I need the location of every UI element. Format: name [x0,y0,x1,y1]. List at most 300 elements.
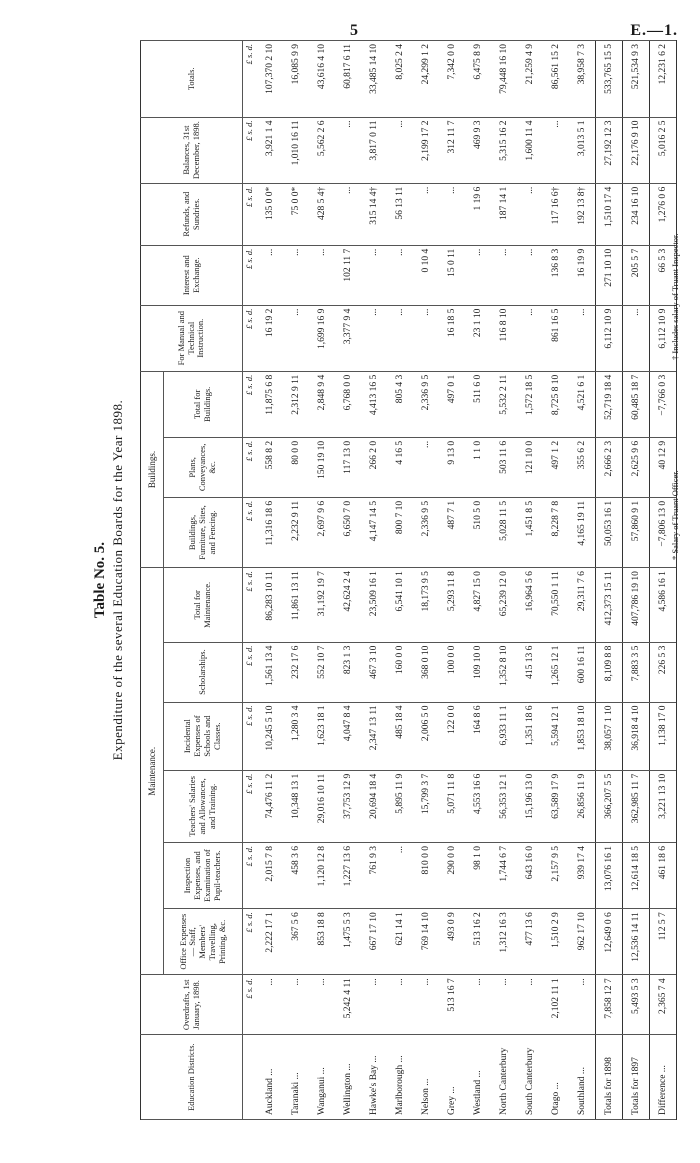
table-cell: ... [465,245,491,305]
table-cell: 2,199 17 2 [413,117,439,183]
unit-cell: £ s. d. [243,305,258,371]
table-cell: −7,766 0 3 [650,371,677,437]
table-row [650,41,677,1120]
table-cell: ... [517,975,543,1035]
table-cell: 40 12 9 [650,437,677,497]
table-cell: 497 1 2 [543,437,569,497]
table-cell: 533,765 15 5 [596,41,623,118]
table-cell: 75 0 0* [283,183,309,245]
table-cell: 1 1 0 [465,437,491,497]
table-cell: 23,509 16 1 [361,568,387,642]
table-cell: 493 0 9 [439,909,465,975]
table-row [283,41,309,1120]
district-name: North Canterbury [491,1035,517,1120]
table-cell: 63,589 17 9 [543,770,569,842]
table-cell: 52,719 18 4 [596,371,623,437]
table-cell: 6,768 0 0 [335,371,361,437]
district-name: Difference ... [650,1035,677,1120]
table-cell: ... [309,245,335,305]
table-cell: ... [623,305,650,371]
table-cell: 56 13 11 [387,183,413,245]
table-cell: 20,694 18 4 [361,770,387,842]
group-buildings: Buildings. [141,371,164,567]
table-cell: 33,485 14 10 [361,41,387,118]
table-cell: 13,076 16 1 [596,843,623,909]
district-name: Taranaki ... [283,1035,309,1120]
district-name: Wellington ... [335,1035,361,1120]
table-cell: 3,221 13 10 [650,770,677,842]
table-cell: 1,600 11 4 [517,117,543,183]
table-cell: 109 10 0 [465,642,491,702]
table-cell: 1,572 18 5 [517,371,543,437]
table-cell: 86,561 15 2 [543,41,569,118]
table-cell: 1,699 16 9 [309,305,335,371]
district-name: Westland ... [465,1035,491,1120]
table-cell: 3,013 5 1 [569,117,596,183]
table-cell: 0 10 4 [413,245,439,305]
table-cell: 8,228 7 8 [543,497,569,567]
table-cell: 6,650 7 0 [335,497,361,567]
table-cell: ... [257,975,283,1035]
table-cell: 7,342 0 0 [439,41,465,118]
district-name: Otago ... [543,1035,569,1120]
table-cell: 805 4 3 [387,371,413,437]
table-cell: 667 17 10 [361,909,387,975]
table-cell: 558 8 2 [257,437,283,497]
table-cell: 164 8 6 [465,702,491,770]
table-cell: 1,138 17 0 [650,702,677,770]
table-cell: 2,006 5 0 [413,702,439,770]
table-cell: 469 9 3 [465,117,491,183]
header-total-maintenance: Total for Maintenance. [164,568,243,642]
table-cell: 5,315 16 2 [491,117,517,183]
table-cell: 21,259 4 9 [517,41,543,118]
table-cell: 290 0 0 [439,843,465,909]
table-cell: 5,071 11 8 [439,770,465,842]
table-cell: 3,377 9 4 [335,305,361,371]
table-cell: 2,697 9 6 [309,497,335,567]
table-cell: 1,010 16 11 [283,117,309,183]
table-subtitle: Expenditure of the several Education Boards for the Year 1898. [110,399,125,761]
table-cell: 1,853 18 10 [569,702,596,770]
table-cell: 1 19 6 [465,183,491,245]
table-cell: 27,192 12 3 [596,117,623,183]
header-teachers: Teachers' Salaries and Allowances, and Training. [164,770,243,842]
table-cell: 800 7 10 [387,497,413,567]
table-cell: 15,196 13 0 [517,770,543,842]
table-cell: 366,207 5 5 [596,770,623,842]
header-district: Education Districts. [141,1035,243,1120]
header-total-buildings: Total for Buildings. [164,371,243,437]
table-cell: 5,594 12 1 [543,702,569,770]
table-cell: 4,165 19 11 [569,497,596,567]
table-cell: ... [569,305,596,371]
table-cell: 2,848 9 4 [309,371,335,437]
header-buildings-furniture: Buildings, Furniture, Sites, and Fencing. [164,497,243,567]
header-balances: Balances, 31st December, 1898. [141,117,243,183]
table-cell: 16,964 5 6 [517,568,543,642]
table-cell: 57,860 9 1 [623,497,650,567]
table-row [387,41,413,1120]
table-cell: 29,016 10 11 [309,770,335,842]
table-cell: 116 8 10 [491,305,517,371]
unit-cell: £ s. d. [243,642,258,702]
table-cell: ... [361,245,387,305]
table-cell: 135 0 0* [257,183,283,245]
table-cell: 107,370 2 10 [257,41,283,118]
header-incidental: Incidental Expenses of Schools and Classes. [164,702,243,770]
table-cell: 367 5 6 [283,909,309,975]
table-cell: 497 0 1 [439,371,465,437]
table-row [491,41,517,1120]
table-cell: 7,883 3 5 [623,642,650,702]
district-name: Wanganui ... [309,1035,335,1120]
table-cell: 42,624 2 4 [335,568,361,642]
table-cell: 4,047 8 4 [335,702,361,770]
table-cell: 1,623 18 1 [309,702,335,770]
table-cell: ... [387,843,413,909]
table-cell: 22,176 9 10 [623,117,650,183]
table-cell: 368 0 10 [413,642,439,702]
table-cell: 1,510 2 9 [543,909,569,975]
table-cell: 1,744 6 7 [491,843,517,909]
table-cell: ... [387,975,413,1035]
table-cell: 1,561 13 4 [257,642,283,702]
table-cell: 136 8 3 [543,245,569,305]
table-cell: 187 14 1 [491,183,517,245]
page-number: 5 [350,22,358,39]
header-inspection: Inspection Expenses, and Examination of Pupil-teachers. [164,843,243,909]
table-cell: 56,353 12 1 [491,770,517,842]
table-cell: 38,958 7 3 [569,41,596,118]
district-name: Marlborough ... [387,1035,413,1120]
table-cell: 16 18 5 [439,305,465,371]
table-cell: 5,493 5 3 [623,975,650,1035]
table-cell: ... [361,975,387,1035]
table-cell: 26,856 11 9 [569,770,596,842]
unit-cell: £ s. d. [243,568,258,642]
table-cell: 5,293 11 8 [439,568,465,642]
table-cell: 12,536 14 11 [623,909,650,975]
table-cell: 121 10 0 [517,437,543,497]
table-row [517,41,543,1120]
table-cell: 412,373 15 11 [596,568,623,642]
table-cell: 1,265 12 1 [543,642,569,702]
table-row [309,41,335,1120]
table-cell: 2,625 9 6 [623,437,650,497]
table-cell: 234 16 10 [623,183,650,245]
table-row [465,41,491,1120]
footnote-truant-inspector: † Includes salary of Truant Inspector. [670,233,680,360]
unit-cell: £ s. d. [243,702,258,770]
table-cell: 18,173 9 5 [413,568,439,642]
table-cell: 1,280 3 4 [283,702,309,770]
district-name: South Canterbury [517,1035,543,1120]
table-cell: 3,921 1 4 [257,117,283,183]
table-cell: 2,336 9 5 [413,371,439,437]
table-cell: 205 5 7 [623,245,650,305]
units-blank [243,1035,258,1120]
table-row [569,41,596,1120]
table-cell: ... [491,245,517,305]
table-cell: 461 18 6 [650,843,677,909]
unit-cell: £ s. d. [243,245,258,305]
table-cell: 70,550 1 11 [543,568,569,642]
table-cell: 810 0 0 [413,843,439,909]
table-cell: 513 16 7 [439,975,465,1035]
table-cell: 853 18 8 [309,909,335,975]
table-cell: 1,351 18 6 [517,702,543,770]
header-overdrafts: Overdrafts, 1st January, 1898. [141,975,243,1035]
table-cell: 1,475 5 3 [335,909,361,975]
table-row [596,41,623,1120]
table-cell: ... [283,305,309,371]
district-name: Totals for 1897 [623,1035,650,1120]
table-cell: 36,918 4 10 [623,702,650,770]
table-cell: 65,239 12 0 [491,568,517,642]
table-cell: 16,085 9 9 [283,41,309,118]
table-cell: 552 10 7 [309,642,335,702]
table-cell: 5,028 11 5 [491,497,517,567]
table-cell: 6,475 8 9 [465,41,491,118]
group-maintenance: Maintenance. [141,568,164,975]
table-cell: 621 14 1 [387,909,413,975]
unit-cell: £ s. d. [243,909,258,975]
table-cell: 11,875 6 8 [257,371,283,437]
table-cell: 16 19 2 [257,305,283,371]
table-cell: 11,316 18 6 [257,497,283,567]
header-office: Office Expenses— Staff, Members' Travelling, Printing, &c. [164,909,243,975]
table-cell: 160 0 0 [387,642,413,702]
table-cell: 10,245 5 10 [257,702,283,770]
table-cell: 2,666 2 3 [596,437,623,497]
unit-cell: £ s. d. [243,41,258,118]
table-cell: 6,112 10 9 [596,305,623,371]
table-cell: 428 5 4† [309,183,335,245]
unit-cell: £ s. d. [243,117,258,183]
table-cell: ... [517,245,543,305]
footnote-truant-officer: * Salary of Truant Officer. [670,470,680,560]
table-cell: ... [361,305,387,371]
table-cell: 312 11 7 [439,117,465,183]
table-cell: ... [335,117,361,183]
table-cell: 6,541 10 1 [387,568,413,642]
table-cell: 4,521 6 1 [569,371,596,437]
district-name: Auckland ... [257,1035,283,1120]
page-code: E.—1. [630,22,678,39]
table-row [543,41,569,1120]
unit-cell: £ s. d. [243,497,258,567]
table-cell: 362,985 11 7 [623,770,650,842]
unit-cell: £ s. d. [243,183,258,245]
table-cell: 11,861 13 11 [283,568,309,642]
table-cell: 5,895 11 9 [387,770,413,842]
table-cell: ... [413,437,439,497]
table-cell: 511 6 0 [465,371,491,437]
table-cell: 80 0 0 [283,437,309,497]
table-cell: 100 0 0 [439,642,465,702]
table-cell: 823 1 3 [335,642,361,702]
table-cell: ... [283,245,309,305]
table-cell: 1,276 0 6 [650,183,677,245]
table-cell: 503 11 6 [491,437,517,497]
table-cell: 1,227 13 6 [335,843,361,909]
table-cell: 5,242 4 11 [335,975,361,1035]
table-cell: 66 5 3 [650,245,677,305]
table-cell: 761 9 3 [361,843,387,909]
unit-cell: £ s. d. [243,843,258,909]
table-cell: ... [335,183,361,245]
table-cell: ... [465,975,491,1035]
table-cell: 458 3 6 [283,843,309,909]
table-cell: ... [413,183,439,245]
table-cell: 5,562 2 6 [309,117,335,183]
table-cell: 4 16 5 [387,437,413,497]
table-cell: 2,102 11 1 [543,975,569,1035]
table-cell: ... [569,975,596,1035]
unit-cell: £ s. d. [243,975,258,1035]
table-cell: 12,614 18 5 [623,843,650,909]
table-cell: 521,534 9 3 [623,41,650,118]
table-cell: 4,147 14 5 [361,497,387,567]
table-cell: 407,786 19 10 [623,568,650,642]
table-row [623,41,650,1120]
table-cell: 510 5 0 [465,497,491,567]
table-cell: 2,347 13 11 [361,702,387,770]
table-cell: 2,336 9 5 [413,497,439,567]
table-cell: 117 13 0 [335,437,361,497]
table-cell: 4,827 15 0 [465,568,491,642]
table-cell: 79,448 16 10 [491,41,517,118]
table-cell: 102 11 7 [335,245,361,305]
table-cell: 5,532 2 11 [491,371,517,437]
table-row [413,41,439,1120]
table-row [361,41,387,1120]
table-cell: 43,616 4 10 [309,41,335,118]
table-cell: 24,299 1 2 [413,41,439,118]
table-cell: 4,586 16 1 [650,568,677,642]
table-cell: 117 16 6† [543,183,569,245]
table-cell: 12,649 0 6 [596,909,623,975]
header-interest: Interest and Exchange. [141,245,243,305]
table-cell: 1,451 8 5 [517,497,543,567]
table-cell: 1,352 8 10 [491,642,517,702]
table-cell: 6,933 11 1 [491,702,517,770]
table-cell: 487 7 1 [439,497,465,567]
table-cell: ... [413,305,439,371]
table-cell: 7,858 12 7 [596,975,623,1035]
district-name: Hawke's Bay ... [361,1035,387,1120]
table-cell: 150 19 10 [309,437,335,497]
table-cell: 15,799 3 7 [413,770,439,842]
table-cell: 415 13 6 [517,642,543,702]
district-name: Grey ... [439,1035,465,1120]
table-cell: 8,025 2 4 [387,41,413,118]
table-cell: 467 3 10 [361,642,387,702]
table-cell: 15 0 11 [439,245,465,305]
unit-cell: £ s. d. [243,371,258,437]
table-cell: 2,222 17 1 [257,909,283,975]
table-cell: 485 18 4 [387,702,413,770]
unit-cell: £ s. d. [243,437,258,497]
table-cell: 122 0 0 [439,702,465,770]
table-cell: 3,817 0 11 [361,117,387,183]
table-cell: 477 13 6 [517,909,543,975]
table-cell: 5,016 2 5 [650,117,677,183]
table-cell: ... [543,117,569,183]
table-cell: 192 13 8† [569,183,596,245]
table-cell: 232 17 6 [283,642,309,702]
table-cell: 16 19 9 [569,245,596,305]
table-row [335,41,361,1120]
table-cell: 60,485 18 7 [623,371,650,437]
table-cell: 8,725 8 10 [543,371,569,437]
table-cell: 1,312 16 3 [491,909,517,975]
table-cell: 12,231 6 2 [650,41,677,118]
table-cell: 2,365 7 4 [650,975,677,1035]
table-cell: 2,232 9 11 [283,497,309,567]
table-cell: ... [257,245,283,305]
district-name: Nelson ... [413,1035,439,1120]
table-cell: 74,476 11 2 [257,770,283,842]
table-cell: −7,806 13 0 [650,497,677,567]
table-cell: ... [491,975,517,1035]
table-cell: 8,109 8 8 [596,642,623,702]
table-cell: 10,348 13 1 [283,770,309,842]
table-body [257,41,677,1120]
table-cell: 23 1 10 [465,305,491,371]
table-cell: 60,817 6 11 [335,41,361,118]
table-cell: ... [387,245,413,305]
table-row [257,41,283,1120]
header-totals: Totals. [141,41,243,118]
table-cell: 112 5 7 [650,909,677,975]
units-row [243,41,258,1120]
table-cell: ... [309,975,335,1035]
table-cell: ... [517,183,543,245]
table-title: Table No. 5. [92,541,108,619]
unit-cell: £ s. d. [243,770,258,842]
table-cell: ... [387,305,413,371]
table-cell: 98 1 0 [465,843,491,909]
table-cell: 37,753 12 9 [335,770,361,842]
header-manual: For Manual and Technical Instruction. [141,305,243,371]
table-cell: 271 10 10 [596,245,623,305]
table-cell: 513 16 2 [465,909,491,975]
table-cell: 769 14 10 [413,909,439,975]
table-cell: 50,053 16 1 [596,497,623,567]
table-cell: 31,192 19 7 [309,568,335,642]
rotated-table-block [92,40,692,1120]
table-cell: 9 13 0 [439,437,465,497]
table-cell: 4,553 16 6 [465,770,491,842]
table-cell: ... [413,975,439,1035]
table-cell: 38,057 1 10 [596,702,623,770]
table-cell: 643 16 0 [517,843,543,909]
table-row [439,41,465,1120]
table-cell: 861 16 5 [543,305,569,371]
header-scholarships: Scholarships. [164,642,243,702]
table-cell: ... [387,117,413,183]
header-refunds: Refunds, and Sundries. [141,183,243,245]
district-name: Southland ... [569,1035,596,1120]
table-cell: 6,112 10 9 [650,305,677,371]
table-cell: 600 16 11 [569,642,596,702]
table-cell: 2,015 7 8 [257,843,283,909]
table-cell: 4,413 16 5 [361,371,387,437]
table-cell: 2,312 9 11 [283,371,309,437]
table-cell: 2,157 9 5 [543,843,569,909]
